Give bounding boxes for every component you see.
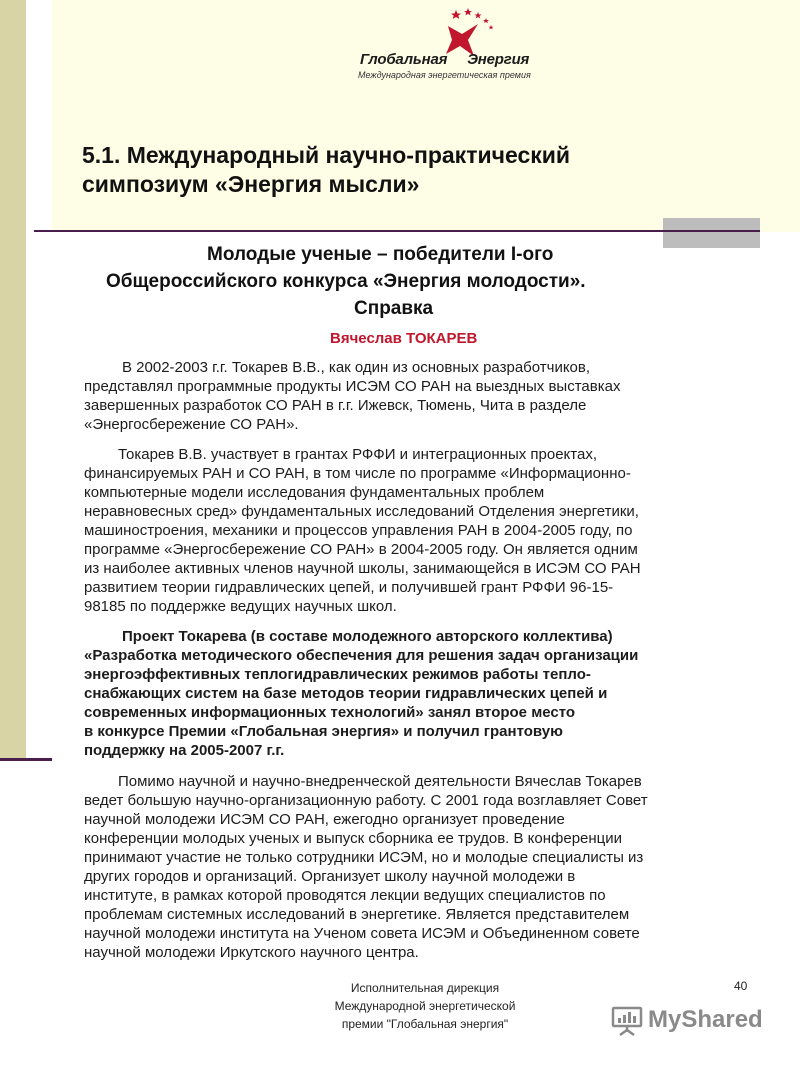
header-panel: [52, 0, 800, 232]
logo: [352, 4, 562, 82]
presentation-board-icon: [610, 1004, 644, 1038]
logo-tagline: Международная энергетическая премия: [358, 70, 531, 80]
watermark-text: MyShared: [648, 1006, 763, 1033]
author-name: Вячеслав ТОКАРЕВ: [330, 330, 478, 347]
paragraph-1: В 2002-2003 г.г. Токарев В.В., как один из основных разработчиков, представлял программные продукты ИСЭМ СО РАН на выездных выставках завершенных разработок СО РАН в г.г. Ижевск, Тюмень, Чита в разделе «Энергосбережение СО РАН».: [84, 359, 621, 433]
page-title: 5.1. Международный научно-практический симпозиум «Энергия мысли»: [82, 142, 571, 197]
decor-gray-bar: [663, 218, 760, 248]
left-decor-band: [0, 0, 26, 760]
paragraph-2: Токарев В.В. участвует в грантах РФФИ и интеграционных проектах, финансируемых РАН и СО РАН, в том числе по программе «Информационно- компьютерные модели исследования фундаментальных проблем неравновесных сред» фундаментальных исследований Отделения энергетики, машиностроения, механики и процессов управления РАН в 2004-2005 году, по программе «Энергосбережение СО РАН» в 2004-2005 году. Он является одним из наиболее активных членов научной школы, занимающейся в ИСЭМ СО РАН развитием теории гидравлических цепей, и получившей грант РФФИ 96-15- 98185 по поддержке ведущих научных школ.: [84, 446, 641, 615]
watermark: [610, 1002, 770, 1042]
subtitle-line-3: Справка: [354, 298, 434, 319]
logo-name: Глобальная Энергия: [360, 51, 530, 68]
left-decor-line: [0, 758, 52, 761]
subtitle-line-2: Общероссийского конкурса «Энергия молодости».: [106, 271, 586, 292]
paragraph-3-project: Проект Токарева (в составе молодежного авторского коллектива) «Разработка методического обеспечения для решения задач организации энергоэффективных теплогидравлических режимов работы тепло- снабжающих систем на базе методов теории гидравлических цепей и современных информационных технологий» занял второе место в конкурсе Премии «Глобальная энергия» и получил грантовую поддержку на 2005-2007 г.г.: [84, 628, 639, 759]
title-divider: [34, 230, 760, 232]
footer-organization: Исполнительная дирекция Международной энергетической премии "Глобальная энергия": [334, 981, 516, 1031]
subtitle-line-1: Молодые ученые – победители I-ого: [207, 244, 554, 265]
page-number: 40: [734, 979, 748, 993]
paragraph-4: Помимо научной и научно-внедренческой деятельности Вячеслав Токарев ведет большую научно-организационную работу. С 2001 года возглавляет Совет научной молодежи ИСЭМ СО РАН, ежегодно организует проведение конференции молодых ученых и выпуск сборника ее трудов. В конференции принимают участие не только сотрудники ИСЭМ, но и молодые специалисты из других городов и организаций. Организует школу научной молодежи в институте, в рамках которой проводятся лекции ведущих специалистов по проблемам системных исследований в энергетике. Является представителем научной молодежи института на Ученом совета ИСЭМ и Объединенном совете научной молодежи Иркутского научного центра.: [84, 773, 648, 961]
